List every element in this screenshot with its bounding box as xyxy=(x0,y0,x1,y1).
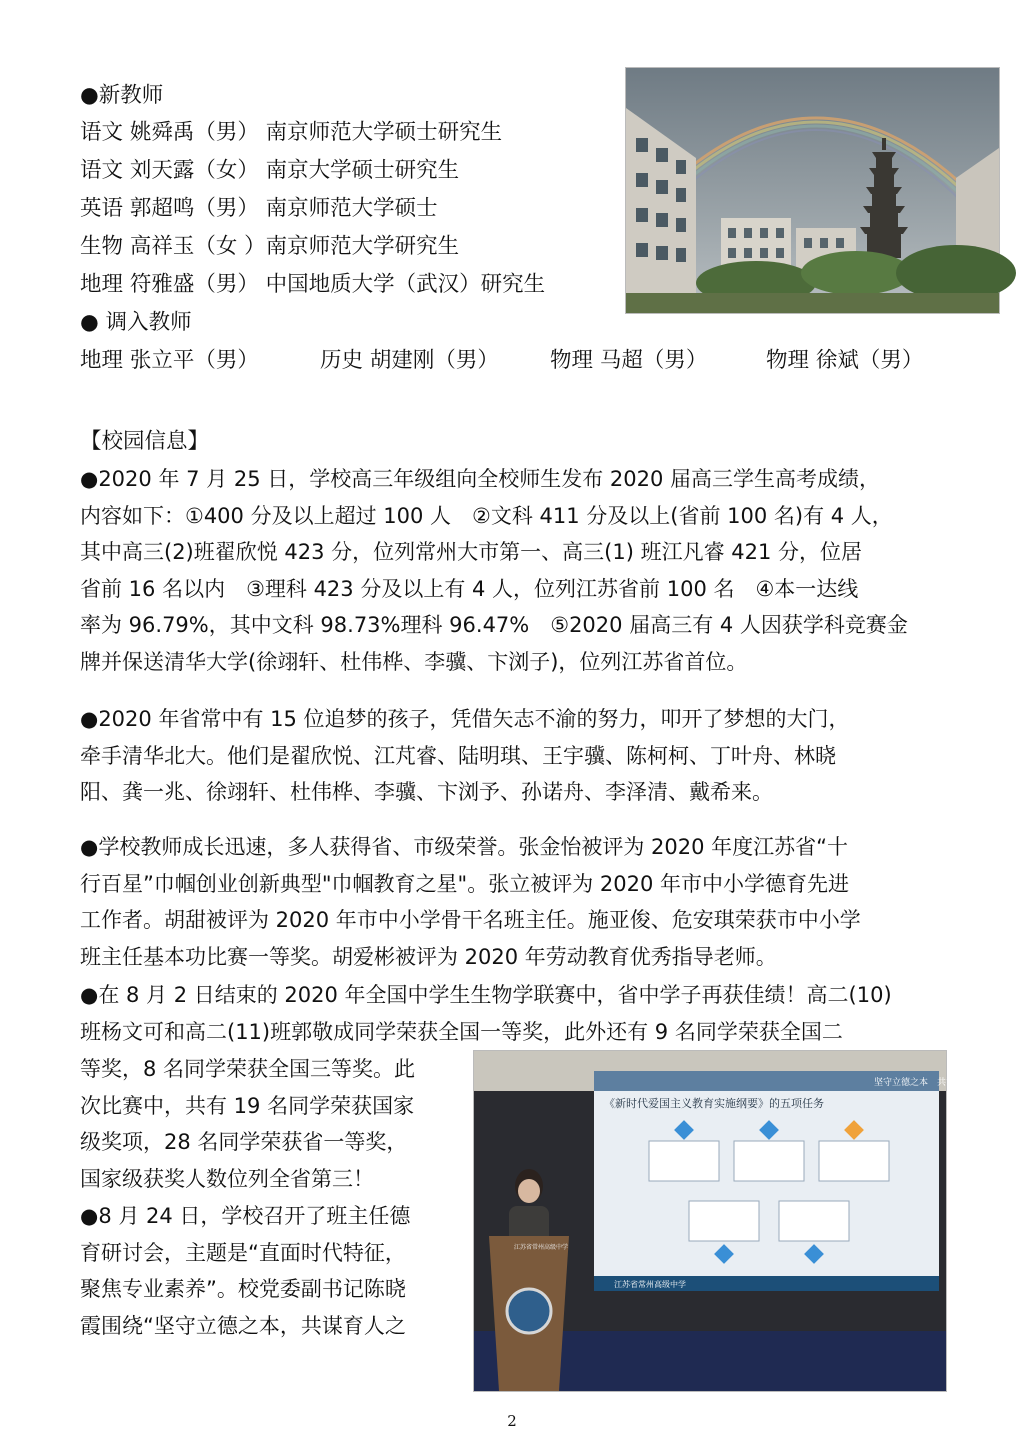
text-line: ●2020 年 7 月 25 日，学校高三年级组向全校师生发布 2020 届高三学生高考成绩， xyxy=(80,467,881,491)
transfer-teacher-item: 物理 马超（男） xyxy=(550,348,708,373)
transfer-teacher-item: 地理 张立平（男） xyxy=(80,348,259,373)
text-line: 工作者。胡甜被评为 2020 年市中小学骨干名班主任。施亚俊、危安琪荣获市中小学 xyxy=(80,908,861,932)
text-line: ●8 月 24 日，学校召开了班主任德 xyxy=(80,1204,411,1228)
news-paragraph-biology-olympiad xyxy=(80,977,946,1050)
text-line: 班杨文可和高二(11)班郭敬成同学荣获全国一等奖，此外还有 9 名同学荣获全国二 xyxy=(80,1019,843,1044)
campus-rainbow-photo xyxy=(625,67,1000,314)
text-line: 次比赛中，共有 19 名同学荣获国家 xyxy=(80,1093,415,1118)
page-number: 2 xyxy=(507,1412,517,1430)
text-line: 阳、龚一兆、徐翊轩、杜伟桦、李骥、卞浏予、孙诺舟、李泽清、戴希来。 xyxy=(80,780,773,804)
slide-footer: 江苏省常州高级中学 xyxy=(614,1280,686,1289)
seminar-illustration xyxy=(474,1051,992,1391)
text-line: 聚焦专业素养”。校党委副书记陈晓 xyxy=(80,1277,406,1301)
news-paragraph-biology-olympiad-cont xyxy=(80,1051,460,1197)
seminar-speaker-photo xyxy=(473,1050,992,1392)
campus-info-heading: 【校园信息】 xyxy=(80,429,210,454)
text-line: 其中高三(2)班翟欣悦 423 分，位列常州大市第一、高三(1) 班江凡睿 421 分，位居 xyxy=(80,540,863,564)
news-paragraph-tsinghua-peking xyxy=(80,701,946,811)
new-teacher-item: 语文 刘天露（女） 南京大学硕士研究生 xyxy=(80,158,460,183)
new-teacher-item: 地理 符雅盛（男） 中国地质大学（武汉）研究生 xyxy=(80,272,546,297)
text-line: ●在 8 月 2 日结束的 2020 年全国中学生生物学联赛中，省中学子再获佳绩！高二(10) xyxy=(80,983,892,1007)
text-line: 省前 16 名以内 ③理科 423 分及以上有 4 人，位列江苏省前 100 名 ④本一达线 xyxy=(80,576,859,601)
transfer-teacher-item: 历史 胡建刚（男） xyxy=(320,348,499,373)
text-line: 等奖，8 名同学荣获全国三等奖。此 xyxy=(80,1057,416,1081)
text-line: 霞围绕“坚守立德之本，共谋育人之 xyxy=(80,1313,406,1338)
slide-header-right: 坚守立德之本 共谋育人之明 xyxy=(874,1078,992,1088)
news-paragraph-exam-results xyxy=(80,461,946,680)
text-line: 率为 96.79%，其中文科 98.73%理科 96.47% ⑤2020 届高三有 4 人因获学科竞赛金 xyxy=(80,613,908,637)
text-line: 行百星”巾帼创业创新典型"巾帼教育之星"。张立被评为 2020 年市中小学德育先进 xyxy=(80,871,849,896)
text-line: ●学校教师成长迅速，多人获得省、市级荣誉。张金怡被评为 2020 年度江苏省“十 xyxy=(80,835,848,859)
text-line: 级奖项，28 名同学荣获省一等奖， xyxy=(80,1130,408,1154)
transfer-teacher-item: 物理 徐斌（男） xyxy=(766,348,924,373)
text-line: 育研讨会，主题是“直面时代特征， xyxy=(80,1240,406,1265)
text-line: 牵手清华北大。他们是翟欣悦、江芃睿、陆明琪、王宇骥、陈柯柯、丁叶舟、林晓 xyxy=(80,743,836,768)
new-teacher-item: 英语 郭超鸣（男） 南京师范大学硕士 xyxy=(80,196,438,221)
podium-label: 江苏省常州高级中学 xyxy=(514,1244,569,1251)
slide-title: 《新时代爱国主义教育实施纲要》的五项任务 xyxy=(604,1097,824,1110)
text-line: 国家级获奖人数位列全省第三！ xyxy=(80,1166,374,1191)
text-line: 班主任基本功比赛一等奖。胡爱彬被评为 2020 年劳动教育优秀指导老师。 xyxy=(80,944,777,969)
campus-rainbow-illustration xyxy=(626,68,999,313)
text-line: ●2020 年省常中有 15 位追梦的孩子，凭借矢志不渝的努力，叩开了梦想的大门， xyxy=(80,707,850,731)
new-teacher-item: 生物 高祥玉（女 ）南京师范大学研究生 xyxy=(80,234,460,259)
text-line: 内容如下：①400 分及以上超过 100 人 ②文科 411 分及以上(省前 100 名)有 4 人， xyxy=(80,503,893,528)
news-paragraph-teacher-honors xyxy=(80,829,946,975)
new-teacher-item: 语文 姚舜禹（男） 南京师范大学硕士研究生 xyxy=(80,120,503,145)
transfer-teachers-heading: ● 调入教师 xyxy=(80,310,192,335)
text-line: 牌并保送清华大学(徐翊轩、杜伟桦、李骥、卞浏子)，位列江苏省首位。 xyxy=(80,649,748,674)
new-teachers-heading: ●新教师 xyxy=(80,83,164,108)
news-paragraph-moral-education-seminar xyxy=(80,1198,460,1344)
